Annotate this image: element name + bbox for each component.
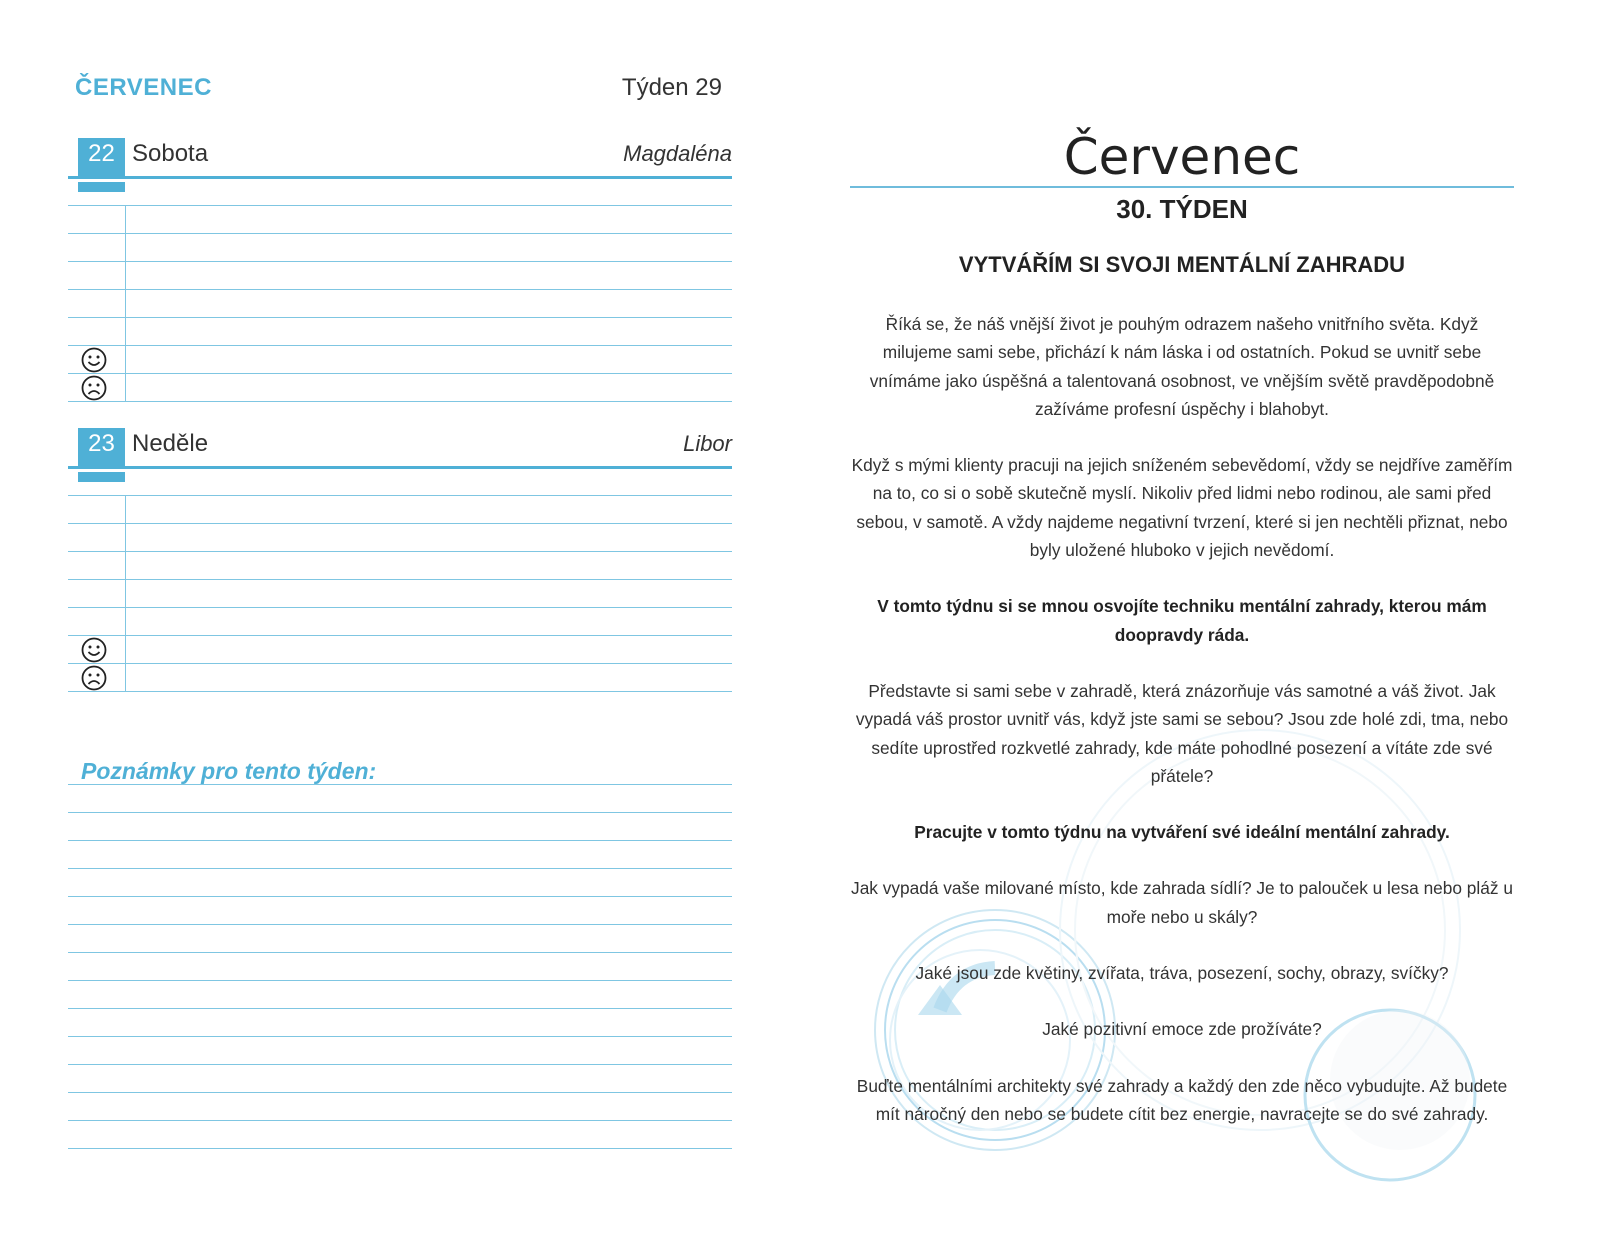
notes-line [68,1120,732,1121]
month-label: ČERVENEC [75,74,212,101]
day-number-badge [78,428,125,482]
write-line [68,579,732,580]
margin-line [125,205,126,402]
notes-line [68,1148,732,1149]
write-line [68,495,732,496]
day-header-rule [68,466,732,469]
write-line [68,289,732,290]
day-name: Neděle [132,430,209,457]
paragraph-bold: Pracujte v tomto týdnu na vytváření své ideální mentální zahrady. [914,822,1450,843]
write-line [68,691,732,692]
day-name: Sobota [132,140,209,167]
notes-line [68,840,732,841]
write-line [68,233,732,234]
paragraph: Jaké jsou zde květiny, zvířata, tráva, posezení, sochy, obrazy, svíčky? [915,963,1449,984]
article-body [850,310,1514,1156]
write-line [68,261,732,262]
write-line [68,205,732,206]
write-line [68,373,732,374]
notes-line [68,1092,732,1093]
write-line [68,663,732,664]
day-block-sunday [68,428,732,692]
margin-line [125,495,126,692]
week-title: 30. TÝDEN [1116,194,1248,224]
day-number: 23 [88,430,115,457]
smiley-happy-icon [81,347,107,373]
smiley-sad-icon [81,665,107,691]
month-title: Červenec [1063,128,1301,186]
nameday: Magdaléna [623,141,732,166]
day-number: 22 [88,140,115,167]
notes-title: Poznámky pro tento týden: [81,758,377,784]
paragraph: Buďte mentálními architekty své zahrady a každý den zde něco vybudujte. Až budete mít náročný den nebo se budete cítit bez energie, navracejte se do své zahrady. [856,1075,1508,1124]
nameday: Libor [683,431,732,456]
write-line [68,607,732,608]
day-number-badge [78,138,125,192]
week-label: Týden 29 [621,74,722,101]
notes-line [68,952,732,953]
write-line [68,551,732,552]
write-line [68,401,732,402]
right-page [780,0,1600,1252]
notes-line [68,1008,732,1009]
notes-line [68,924,732,925]
paragraph: Říká se, že náš vnější život je pouhým odrazem našeho vnitřního světa. Když milujeme sami sebe, přichází k nám láska i od ostatních. Pokud se uvnitř sebe vnímáme jako úspěšná a talentovaná osobnost, ve vnějším světě pravděpodobně zažíváme profesní úspěchy i blahobyt. [869,314,1495,419]
paragraph: Jaké pozitivní emoce zde prožíváte? [1042,1019,1322,1040]
notes-line [68,784,732,785]
write-line [68,317,732,318]
day-block-saturday [68,138,732,402]
paragraph: Představte si sami sebe v zahradě, která znázorňuje vás samotné a váš život. Jak vypadá váš prostor uvnitř vás, když jste sami se sebou? Jsou zde holé zdi, tma, nebo sedíte uprostřed rozkvetlé zahrady, kde máte pohodlné posezení a vítáte zde své přátele? [855,680,1509,786]
notes-line [68,980,732,981]
paragraph: Když s mými klienty pracuji na jejich sníženém sebevědomí, vždy se nejdříve zaměřím na to, co si o sobě skutečně myslí. Nikoliv před lidmi nebo rodinou, ale sami před sebou, v samotě. A vždy najdeme negativní tvrzení, které si jen nechtěli přiznat, nebo byly uložené hluboko v jejich nevědomí. [851,455,1513,561]
notes-line [68,896,732,897]
notes-line [68,1064,732,1065]
write-line [68,635,732,636]
paragraph: Jak vypadá vaše milované místo, kde zahrada sídlí? Je to palouček u lesa nebo pláž u moře nebo u skály? [851,878,1513,927]
write-line [68,523,732,524]
smiley-sad-icon [81,375,107,401]
notes-line [68,868,732,869]
left-page [0,0,780,1252]
write-line [68,345,732,346]
notes-line [68,812,732,813]
notes-line [68,1036,732,1037]
title-rule [850,186,1514,188]
paragraph-bold: V tomto týdnu si se mnou osvojíte techniku mentální zahrady, kterou mám doopravdy ráda. [877,596,1487,645]
day-header-rule [68,176,732,179]
smiley-happy-icon [81,637,107,663]
article-heading: VYTVÁŘÍM SI SVOJI MENTÁLNÍ ZAHRADU [958,252,1406,277]
